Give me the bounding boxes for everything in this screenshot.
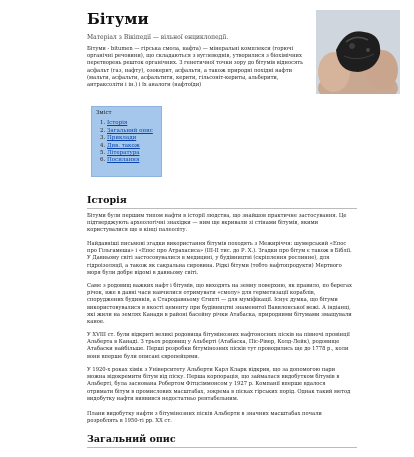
toc-link-history[interactable]: Історія: [107, 120, 128, 127]
history-paragraph-2: Найдавніші письмові згадки використання бітумів походять з Межиріччя: шумерський «Епос про Гільгамеша» і «Епос про Атрахасиса» (ІІІ-ІІ тис. до Р. Х.). Згадки про бітум є також в Біблії. У Давньому світі застосовувалися в медицині, у будівництві (скріплення рослинне), для гідроізоляції, а також як сакральна сировина. Рідкі бітуми (тобто нафтопродукти) Мертвого моря були добре відомі в давньому світі.: [87, 241, 352, 276]
toc-link-links[interactable]: Посилання: [107, 157, 140, 164]
history-paragraph-5: У 1920-х роках хімік з Університету Альберти Карл Кларк відкрив, що за допомогою пари можна відокремити бітум від піску. Перша корпорація, що займалася видобутком бітумів в Альберті, була заснована Робертом Фітцсіммонсом у 1927 р. Компанії вперше вдалося отримати бітум в промислових масштабах, зокрема в пісках гірських порід. Однак такий метод видобутку нафти виявився недостатньо рентабельним.: [87, 367, 351, 402]
section-heading-history: Історія: [87, 195, 127, 206]
bitumen-photo: [316, 10, 400, 94]
toc-link-literature[interactable]: Література: [107, 150, 140, 157]
toc-item: [107, 135, 157, 142]
toc-item: [107, 128, 157, 135]
toc-title: Зміст: [96, 110, 112, 116]
section-heading-general: Загальний опис: [87, 434, 176, 445]
table-of-contents: [91, 106, 162, 177]
toc-item: [107, 157, 157, 164]
history-paragraph-1: Бітуми були першим типом нафти в історії людства, що знайшов практичне застосування. Це підтверджують археологічні знахідки — ним ще вкривали зі стінами бітумів, якими користувалися ще в кінці палеоліту.: [87, 213, 347, 234]
toc-list: [96, 120, 157, 164]
toc-item: [107, 143, 157, 150]
toc-item: [107, 120, 157, 127]
page-subtitle: Матеріал з Вікіпедії — вільної енциклопедії.: [87, 34, 229, 41]
history-paragraph-3: Саме з родовищ важких нафт і бітумів, що виходять на земну поверхню, як правило, по берегах річок, вже в давні часи навчилися отримувати «смолу» для герметизації кораблів, споруджених будинків, а Стародавньому Єгипті — для муміфікації. Існує думка, що бітуми використовувалися в якості цементу при будівництві знаменитої Вавилонської вежі. А індіанці, які жили на землях Канади в районі басейну річки Атабаска, природними бітумами змащували каное.: [87, 283, 352, 326]
intro-paragraph: Бітуми - bitumen — гірська смола, нафта) — мінеральні комплекси (горючі органічні речовини), що складаються з вуглеводнів, утворилися з біохімічних перетворень решток органічних. З генетичної точки зору до бітумів відносять асфальт (газ, нафту), озокерит, асфальти, а також природні похідні нафти (мальти, асфальти, асфальтити, керити, гільсоніт-кериты, альберити, антраксоліти і ін.) і їх аналоги (нафтоїди): [87, 46, 303, 89]
toc-link-general[interactable]: Загальний опис: [107, 127, 153, 134]
bitumen-hands-image: [316, 10, 400, 94]
section-divider: [87, 447, 357, 448]
toc-link-see-also[interactable]: Див. також: [107, 142, 140, 149]
section-divider: [87, 208, 357, 209]
toc-link-examples[interactable]: Приклади: [107, 135, 137, 142]
toc-item: [107, 150, 157, 157]
page-title: Бітуми: [87, 10, 149, 28]
history-paragraph-4: У XVIII ст. були відкриті великі родовища бітумінозних нафтоносних пісків на півночі провінції Альберта в Канаді. З трьох родовищ у Альберті (Атабаска, Піс-Рівер, Колд-Лейк), родовище Атабаски найбільше. Перші розробки бітумінозних пісків тут проводились ще до 1778 р., коли вони вперше були описані європейцями.: [87, 332, 350, 360]
history-paragraph-6: Плани видобутку нафти з бітумінозних пісків Альберти в значних масштабах почали розроблять в 1950-ті рр. ХХ ст.: [87, 411, 322, 425]
